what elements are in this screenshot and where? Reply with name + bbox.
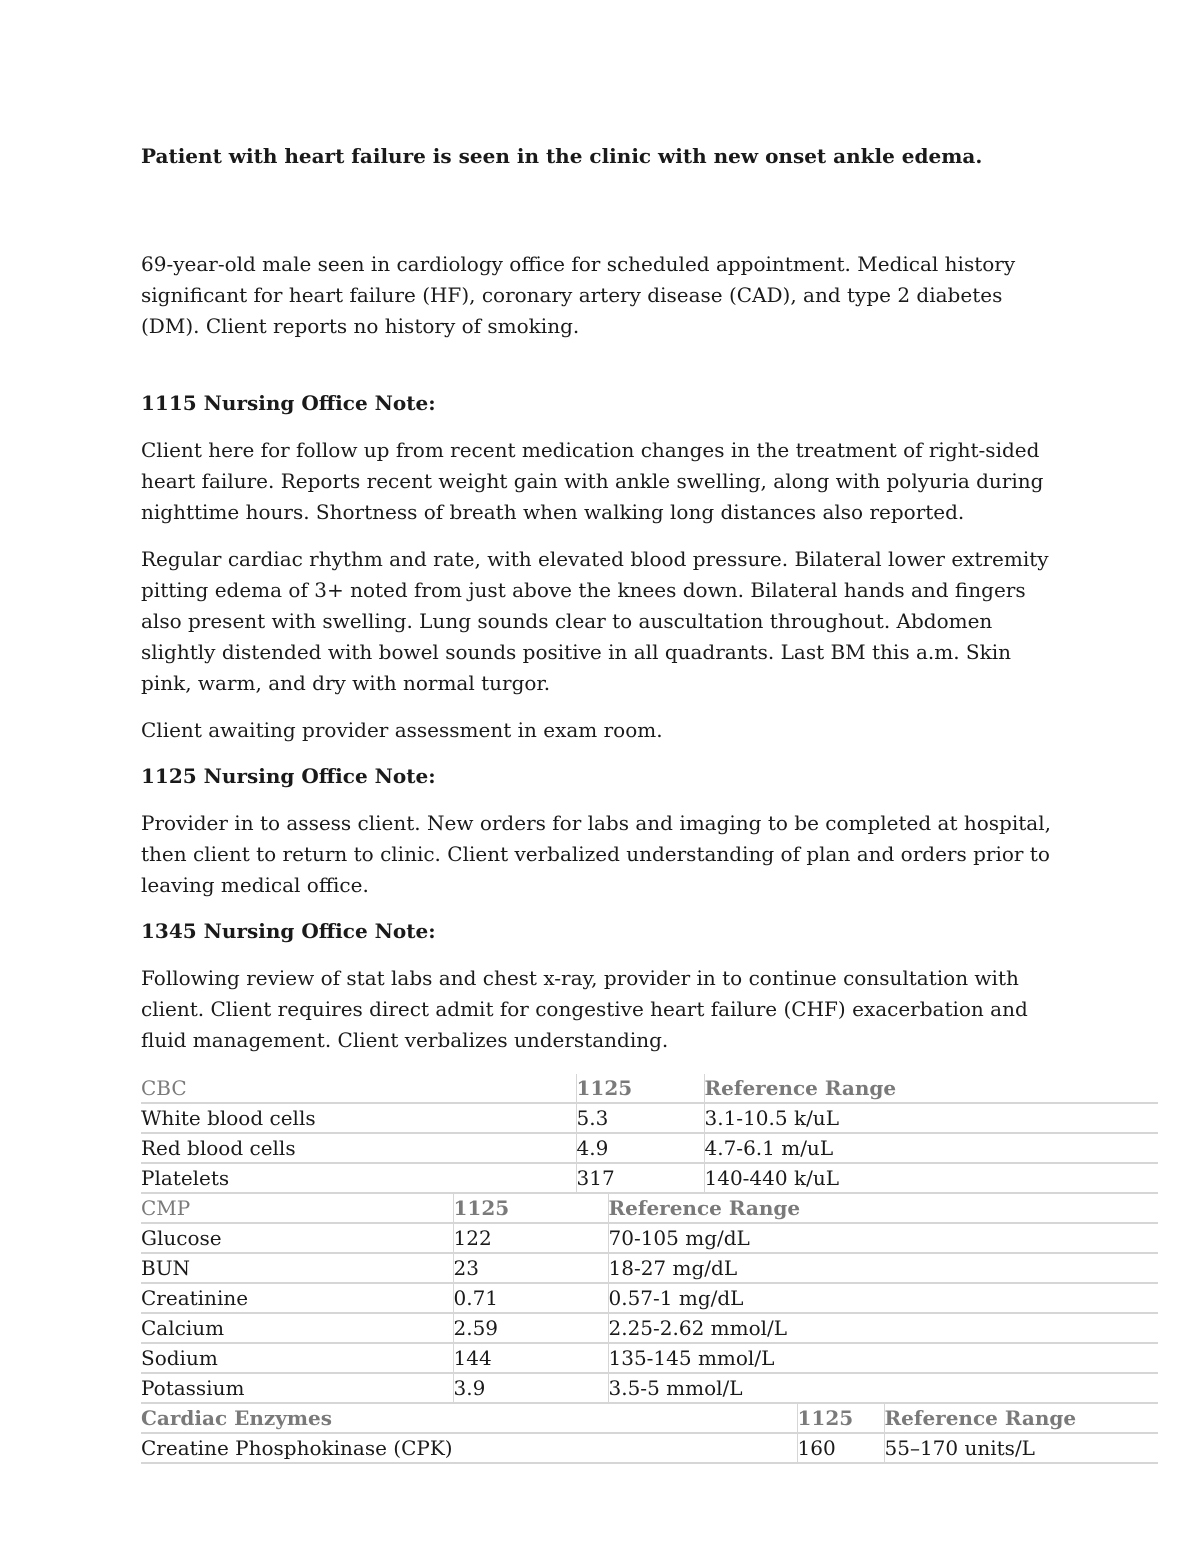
table-cell: 3.9 [453,1373,608,1403]
table-cell: Red blood cells [141,1133,576,1163]
note-heading-1115: 1115 Nursing Office Note: [141,391,436,415]
table-header-row [141,1074,1158,1103]
table-header-cell: Reference Range [704,1074,1158,1103]
cbc-table [141,1074,1158,1194]
intro-paragraph: 69-year-old male seen in cardiology office for scheduled appointment. Medical history significant for heart failure (HF), coronary artery disease (CAD), and type 2 diabetes (DM). Client reports no history of smoking. [141,252,1016,338]
table-cell: 3.5-5 mmol/L [608,1373,1158,1403]
table-cell: Glucose [141,1223,453,1253]
table-cell: 0.57-1 mg/dL [608,1283,1158,1313]
table-row [141,1373,1158,1403]
table-cell: Calcium [141,1313,453,1343]
table-cell: Platelets [141,1163,576,1193]
table-cell: Potassium [141,1373,453,1403]
table-row [141,1313,1158,1343]
table-header-cell: Cardiac Enzymes [141,1404,797,1433]
cardiac-enzymes-table [141,1404,1158,1464]
table-cell: Creatine Phosphokinase (CPK) [141,1433,797,1463]
table-cell: 160 [797,1433,884,1463]
table-header-cell: Reference Range [608,1194,1158,1223]
table-cell: 2.59 [453,1313,608,1343]
table-row [141,1343,1158,1373]
table-cell: 70-105 mg/dL [608,1223,1158,1253]
note-1115-paragraph-2: Regular cardiac rhythm and rate, with elevated blood pressure. Bilateral lower extremity pitting edema of 3+ noted from just above the knees down. Bilateral hands and fingers also present with swelling. Lung sounds clear to auscultation throughout. Abdomen slightly distended with bowel sounds positive in all quadrants. Last BM this a.m. Skin pink, warm, and dry with normal turgor. [141,547,1049,695]
table-header-cell: 1125 [797,1404,884,1433]
table-cell: BUN [141,1253,453,1283]
cmp-table [141,1194,1158,1404]
table-cell: 4.9 [576,1133,704,1163]
document-title: Patient with heart failure is seen in the clinic with new onset ankle edema. [141,144,983,168]
table-row [141,1433,1158,1463]
note-1345-paragraph-1: Following review of stat labs and chest x-ray, provider in to continue consultation with client. Client requires direct admit for congestive heart failure (CHF) exacerbation and fluid management. Client verbalizes understanding. [141,966,1028,1052]
note-heading-1345: 1345 Nursing Office Note: [141,919,436,943]
document-page [141,141,1158,1464]
table-cell: 144 [453,1343,608,1373]
table-row [141,1283,1158,1313]
table-cell: Sodium [141,1343,453,1373]
table-cell: 317 [576,1163,704,1193]
table-row [141,1163,1158,1193]
table-row [141,1253,1158,1283]
note-1115-paragraph-3: Client awaiting provider assessment in exam room. [141,718,663,742]
table-header-cell: CBC [141,1074,576,1103]
table-cell: Creatinine [141,1283,453,1313]
table-cell: 0.71 [453,1283,608,1313]
table-header-cell: 1125 [576,1074,704,1103]
table-cell: 55–170 units/L [884,1433,1158,1463]
table-cell: 122 [453,1223,608,1253]
table-cell: 140-440 k/uL [704,1163,1158,1193]
table-cell: 135-145 mmol/L [608,1343,1158,1373]
table-cell: 2.25-2.62 mmol/L [608,1313,1158,1343]
table-header-row [141,1404,1158,1433]
table-cell: 18-27 mg/dL [608,1253,1158,1283]
table-cell: 4.7-6.1 m/uL [704,1133,1158,1163]
table-cell: White blood cells [141,1103,576,1133]
table-header-row [141,1194,1158,1223]
table-row [141,1133,1158,1163]
note-1125-paragraph-1: Provider in to assess client. New orders for labs and imaging to be completed at hospital, then client to return to clinic. Client verbalized understanding of plan and orders prior to leaving medical office. [141,811,1051,897]
table-row [141,1103,1158,1133]
table-cell: 5.3 [576,1103,704,1133]
table-row [141,1223,1158,1253]
note-heading-1125: 1125 Nursing Office Note: [141,764,436,788]
table-header-cell: CMP [141,1194,453,1223]
table-header-cell: Reference Range [884,1404,1158,1433]
table-header-cell: 1125 [453,1194,608,1223]
table-cell: 3.1-10.5 k/uL [704,1103,1158,1133]
note-1115-paragraph-1: Client here for follow up from recent medication changes in the treatment of right-sided heart failure. Reports recent weight gain with ankle swelling, along with polyuria during nighttime hours. Shortness of breath when walking long distances also reported. [141,438,1044,524]
table-cell: 23 [453,1253,608,1283]
